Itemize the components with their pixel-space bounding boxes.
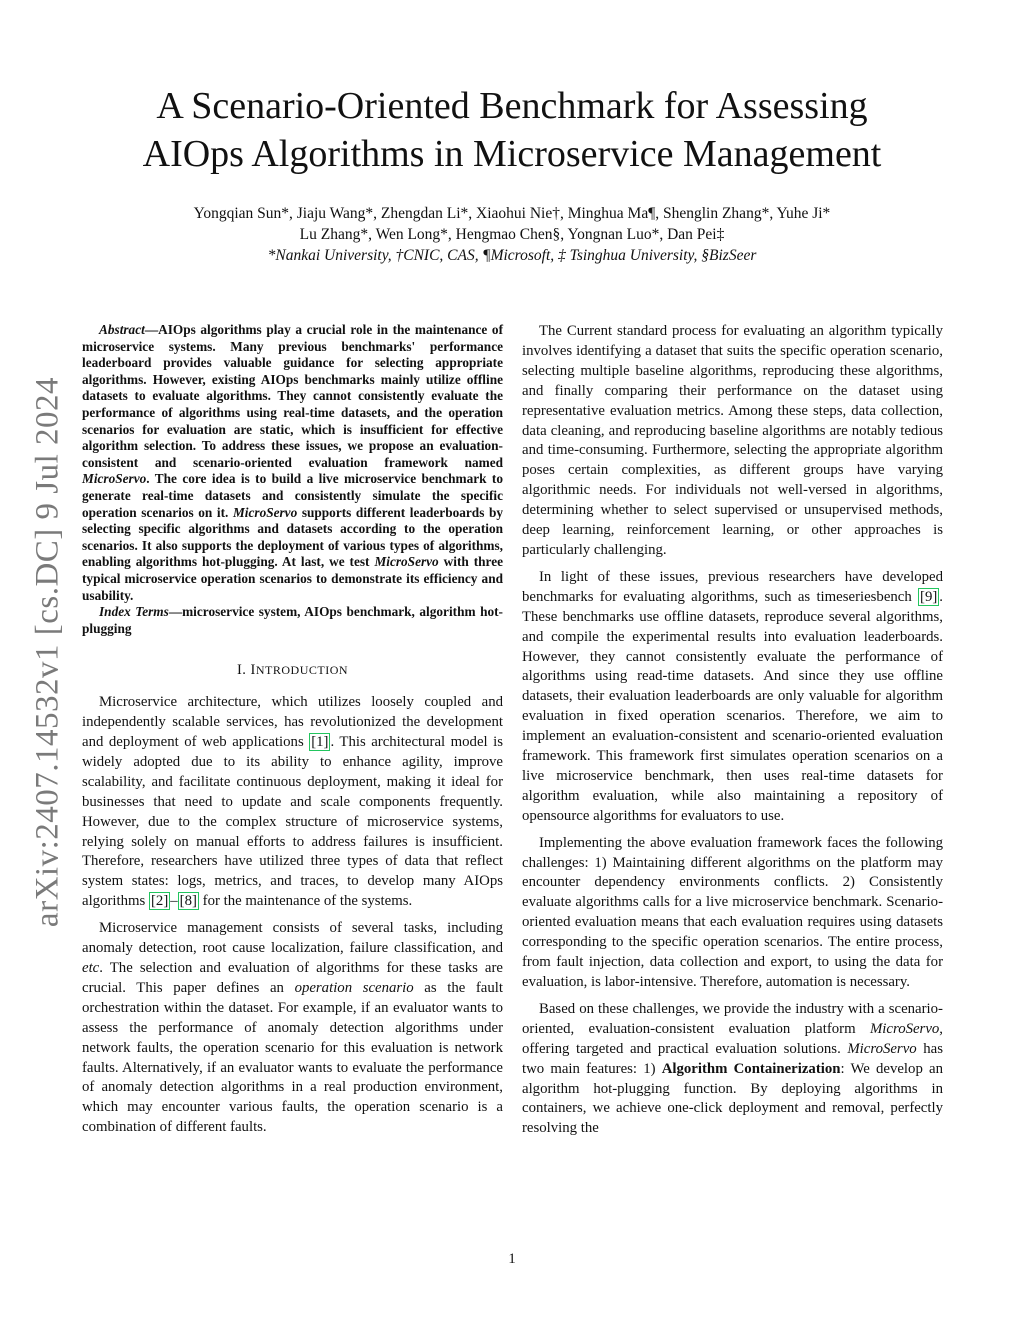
feature-algorithm-containerization: Algorithm Containerization (661, 1060, 841, 1077)
affiliations: *Nankai University, †CNIC, CAS, ¶Microsoft, ‡ Tsinghua University, §BizSeer (267, 247, 757, 264)
paper-title (0, 82, 1024, 178)
title-line-2: AIOps Algorithms in Microservice Management (142, 133, 882, 175)
system-name: MicroServo (374, 554, 439, 570)
right-paragraph-2: In light of these issues, previous researchers have developed benchmarks for evaluating algorithms, such as timeseriesbench [9] . These benchmarks use offline datasets, reproduce several algorithms, and compile the experimental results into evaluation leaderboards. However, they cannot consistently evaluate the performance of algorithms using read-time datasets. And since they use offline datasets, their evaluation leaderboards are only valuable for algorithm evaluation in fixed operation scenarios. Therefore, we aim to implement an evaluation-consistent and scenario-oriented evaluation framework. This framework first simulates operation scenarios on a live microservice benchmark, then uses real-time datasets for algorithm evaluation, while also maintaining a repository of opensource algorithms for evaluators to use. (522, 568, 943, 824)
citation-link[interactable]: [9] (920, 588, 938, 605)
citation-link[interactable]: [2] (151, 893, 169, 910)
index-terms: Index Terms—microservice system, AIOps benchmark, algorithm hot-plugging (82, 604, 503, 636)
system-name: MicroServo (232, 504, 298, 520)
intro-paragraph-2: Microservice management consists of several tasks, including anomaly detection, root cause localization, failure classification, and etc. The selection and evaluation of algorithms for these tasks are crucial. This paper defines an operation scenario as the fault orchestration within the dataset. For example, if an evaluator wants to assess the performance of anomaly detection algorithms under network faults, the operation scenario for this evaluation is network faults. Alternatively, if an evaluator wants to evaluate the performance of anomaly detection algorithms in a real production environment, which may encounter various faults, the operation scenario is a combination of different faults. (82, 920, 503, 1136)
term-operation-scenario: operation scenario (294, 979, 414, 996)
right-paragraph-4: Based on these challenges, we provide the industry with a scenario-oriented, evaluation-consistent evaluation platform MicroServo, offering targeted and practical evaluation solutions. MicroServo has two main features: 1) Algorithm Containerization: We develop an algorithm hot-plugging function. By deploying algorithms in containers, we achieve one-click deployment and removal, perfectly resolving the (522, 1000, 943, 1137)
arxiv-id: arXiv:2407.14532v1 [cs.DC] 9 Jul 2024 (29, 376, 66, 928)
abstract-label: Abstract (99, 322, 145, 337)
index-terms-label: Index Terms (99, 604, 169, 620)
right-column (522, 322, 943, 1139)
author-line-1: Yongqian Sun*, Jiaju Wang*, Zhengdan Li*, Xiaohui Nie†, Minghua Ma¶, Shenglin Zhang*, Yuhe Ji* (193, 205, 831, 222)
citation-link[interactable]: [1] (311, 734, 329, 750)
system-name: MicroServo (847, 1040, 917, 1057)
system-name: MicroServo (869, 1020, 940, 1037)
system-name: MicroServo (82, 471, 147, 487)
left-column (82, 322, 503, 1138)
arxiv-watermark (18, 372, 78, 932)
right-paragraph-3: Implementing the above evaluation framework faces the following challenges: 1) Maintaining different algorithms on the platform may encounter dependency environments conflicts. 2) Consistently evaluate algorithms calls for a live microservice benchmark. Scenario-oriented evaluation means that each evaluation requires using datasets corresponding to the specific operation scenarios. The entire process, from fault injection, data collection and export, to using the data for evaluation, is labor-intensive. Therefore, automation is necessary. (522, 834, 943, 990)
section-heading-introduction: I. INTRODUCTION (236, 662, 349, 679)
page-number: 1 (508, 1251, 516, 1267)
intro-paragraph-1: Microservice architecture, which utilizes loosely coupled and independently scalable services, has revolutionized the development and deployment of web applications [1] . This architectural model is widely adopted due to its ability to enhance agility, improve scalability, and facilitate continuous deployment, making it ideal for businesses that need to update and scale components frequently. However, due to the complex structure of microservice systems, relying solely on manual efforts to address failures is insufficient. Therefore, researchers have utilized three types of data that reflect system states: logs, metrics, and traces, to develop many AIOps algorithms [2] – [8] for the maintenance of the systems. (82, 694, 503, 910)
abstract: Abstract—AIOps algorithms play a crucial role in the maintenance of microservice systems. Many previous benchmarks' performance leaderboard provides valuable guidance for selecting appropriate algorithms. However, existing AIOps benchmarks mainly utilize offline datasets to evaluate algorithms. They cannot consistently evaluate the performance of algorithms using real-time datasets, and the operation scenarios for evaluation are static, which is insufficient for effective algorithm selection. To address these issues, we propose an evaluation-consistent and scenario-oriented evaluation framework named MicroServo. The core idea is to build a live microservice benchmark to generate real-time datasets and consistently simulate the specific operation scenarios on it. MicroServo supports different leaderboards by selecting specific algorithms and datasets according to the operation scenarios. It also supports the deployment of various types of algorithms, enabling algorithms hot-plugging. At last, we test MicroServo with three typical microservice operation scenarios to demonstrate its efficiency and usability. Index Terms—microservice system, AIOps benchmark, algorithm hot-plugging (82, 322, 503, 636)
author-block (0, 203, 1024, 266)
citation-link[interactable]: [8] (179, 893, 197, 910)
title-line-1: A Scenario-Oriented Benchmark for Assessing (156, 85, 868, 127)
right-paragraph-1: The Current standard process for evaluating an algorithm typically involves identifying a dataset that suits the specific operation scenario, selecting multiple baseline algorithms, reproducing these algorithms, and finally comparing their performance on the dataset using representative evaluation metrics. Among these steps, data collection, data cleaning, and reproducing baseline algorithms are notably tedious and time-consuming. Furthermore, selecting the appropriate algorithm poses certain complexities, as different groups have varying algorithmic needs. For individuals not well-versed in algorithms, determining whether to select supervised or unsupervised methods, deep learning, reinforcement learning, or other approaches is particularly challenging. (522, 323, 943, 558)
author-line-2: Lu Zhang*, Wen Long*, Hengmao Chen§, Yongnan Luo*, Dan Pei‡ (299, 226, 725, 243)
